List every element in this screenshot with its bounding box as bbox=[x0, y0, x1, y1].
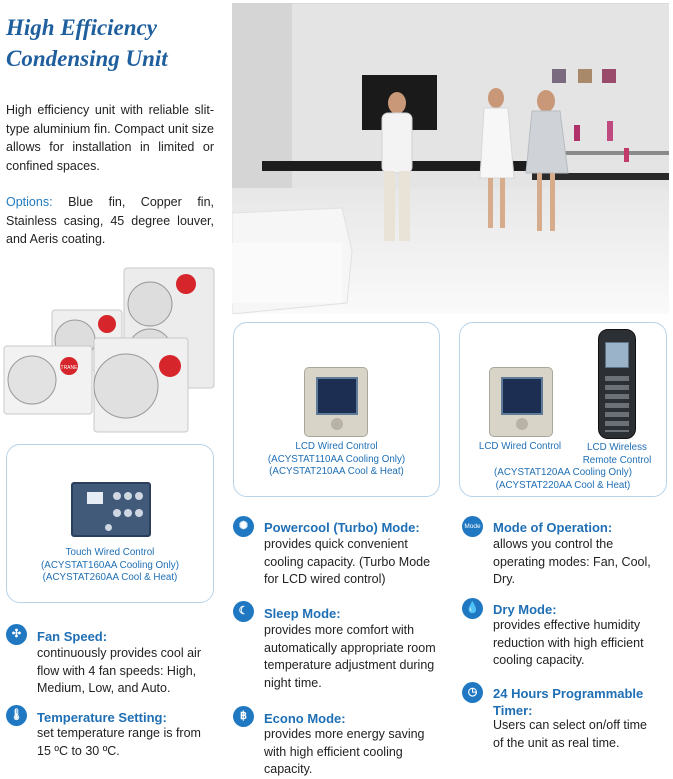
econo-icon: ฿ bbox=[233, 706, 254, 727]
econo-title: Econo Mode: bbox=[264, 711, 346, 726]
lcd-wired-model-cooling: (ACYSTAT110AA Cooling Only) bbox=[267, 453, 406, 465]
fan-speed-text bbox=[37, 645, 201, 698]
fan-speed-title: Fan Speed: bbox=[37, 629, 108, 644]
trane-logo-text: TRANE bbox=[60, 365, 78, 371]
mode-icon: Mode bbox=[462, 516, 483, 537]
lcd-wired-panel-image-2 bbox=[489, 367, 553, 437]
dry-line-3: cooling capacity. bbox=[493, 653, 585, 667]
temperature-text bbox=[37, 725, 201, 760]
wireless-remote-caption bbox=[572, 442, 662, 467]
living-room-illustration bbox=[232, 3, 669, 314]
trane-units-illustration bbox=[0, 266, 220, 438]
feature-fan-speed bbox=[6, 624, 216, 694]
combo-models-caption bbox=[460, 467, 666, 492]
options-paragraph bbox=[6, 193, 214, 249]
clock-icon: ◷ bbox=[462, 682, 483, 703]
touch-panel-image bbox=[71, 482, 151, 537]
condensing-units-image bbox=[0, 266, 220, 438]
timer-title-line-1: 24 Hours Programmable bbox=[493, 686, 644, 701]
title-line-2: Condensing Unit bbox=[6, 46, 168, 71]
feature-powercool bbox=[233, 516, 453, 588]
feature-temperature bbox=[6, 705, 216, 765]
dry-text bbox=[493, 617, 644, 670]
turbo-icon: ✺ bbox=[233, 516, 254, 537]
thermometer-icon: 🌡 bbox=[6, 705, 27, 726]
temperature-line-1: set temperature range is from bbox=[37, 726, 201, 740]
fan-speed-line-3: Medium, Low, and Auto. bbox=[37, 681, 171, 695]
timer-title bbox=[493, 685, 643, 719]
sleep-line-3: temperature adjustment during bbox=[264, 658, 435, 672]
powercool-line-3: for LCD wired control) bbox=[264, 572, 386, 586]
combo-model-heat: (ACYSTAT220AA Cool & Heat) bbox=[495, 479, 631, 491]
dry-title: Dry Mode: bbox=[493, 602, 557, 617]
sleep-line-1: provides more comfort with bbox=[264, 623, 415, 637]
econo-text bbox=[264, 726, 425, 779]
touch-control-card bbox=[6, 444, 214, 603]
mode-text bbox=[493, 536, 651, 589]
lcd-wired-name: LCD Wired Control bbox=[295, 441, 378, 452]
options-label: Options: bbox=[6, 195, 53, 209]
mode-line-3: Dry. bbox=[493, 572, 515, 586]
lcd-wired-model-heat: (ACYSTAT210AA Cool & Heat) bbox=[269, 466, 404, 477]
lcd-wireless-control-card bbox=[459, 322, 667, 497]
dry-line-1: provides effective humidity bbox=[493, 618, 641, 632]
sleep-line-4: night time. bbox=[264, 675, 322, 690]
feature-timer bbox=[462, 682, 670, 752]
sleep-icon: ☾ bbox=[233, 601, 254, 622]
touch-control-model-cooling: (ACYSTAT160AA Cooling Only) bbox=[41, 559, 179, 571]
mode-line-2: operating modes: Fan, Cool, bbox=[493, 554, 651, 569]
combo-model-cooling: (ACYSTAT120AA Cooling Only) bbox=[494, 467, 632, 478]
lcd-wired-caption bbox=[234, 441, 439, 479]
water-drop-icon: 💧 bbox=[462, 598, 483, 619]
feature-dry bbox=[462, 598, 670, 670]
mode-title: Mode of Operation: bbox=[493, 520, 613, 535]
sleep-line-2: automatically appropriate room bbox=[264, 640, 436, 655]
wireless-remote-name-1: LCD Wireless bbox=[587, 442, 647, 453]
feature-sleep bbox=[233, 601, 453, 693]
timer-title-line-2: Timer: bbox=[493, 703, 533, 718]
touch-control-caption bbox=[7, 547, 213, 585]
feature-mode bbox=[462, 516, 670, 586]
sleep-title: Sleep Mode: bbox=[264, 606, 341, 621]
timer-line-1: Users can select on/off time bbox=[493, 718, 648, 732]
intro-paragraph: High efficiency unit with reliable slit-type aluminium fin. Compact unit size allows for installation in limited or confined spaces. bbox=[6, 103, 214, 173]
lcd-wired-panel-image bbox=[304, 367, 368, 437]
powercool-text bbox=[264, 536, 430, 589]
touch-control-model-heat: (ACYSTAT260AA Cool & Heat) bbox=[42, 572, 178, 583]
title-line-1: High Efficiency bbox=[6, 15, 157, 40]
econo-line-1: provides more energy saving bbox=[264, 727, 425, 741]
page-title bbox=[6, 12, 226, 74]
temperature-title: Temperature Setting: bbox=[37, 710, 167, 725]
touch-control-name: Touch Wired Control bbox=[65, 547, 155, 558]
temperature-line-2: 15 ºC to 30 ºC. bbox=[37, 743, 120, 758]
lcd-wired-label-2: LCD Wired Control bbox=[478, 441, 562, 452]
fan-icon: ✣ bbox=[6, 624, 27, 645]
econo-line-2: with high efficient cooling bbox=[264, 744, 403, 759]
sleep-text bbox=[264, 622, 436, 692]
timer-line-2: of the unit as real time. bbox=[493, 735, 620, 750]
timer-text bbox=[493, 717, 647, 752]
wireless-remote-name-2: Remote Control bbox=[582, 454, 652, 466]
feature-econo bbox=[233, 706, 453, 776]
fan-speed-line-1: continuously provides cool air bbox=[37, 646, 201, 660]
dry-line-2: reduction with high efficient bbox=[493, 635, 644, 650]
powercool-line-2: cooling capacity. (Turbo Mode bbox=[264, 554, 431, 569]
lcd-wired-control-card bbox=[233, 322, 440, 497]
wireless-remote-image bbox=[598, 329, 636, 439]
powercool-line-1: provides quick convenient bbox=[264, 537, 408, 551]
hero-photo bbox=[232, 3, 669, 314]
mode-line-1: allows you control the bbox=[493, 537, 614, 551]
options-text: Blue fin, Copper fin, Stainless casing, 45 degree louver, and Aeris coating. bbox=[6, 195, 214, 246]
powercool-title: Powercool (Turbo) Mode: bbox=[264, 520, 420, 535]
fan-speed-line-2: flow with 4 fan speeds: High, bbox=[37, 663, 197, 678]
econo-line-3: capacity. bbox=[264, 762, 313, 776]
